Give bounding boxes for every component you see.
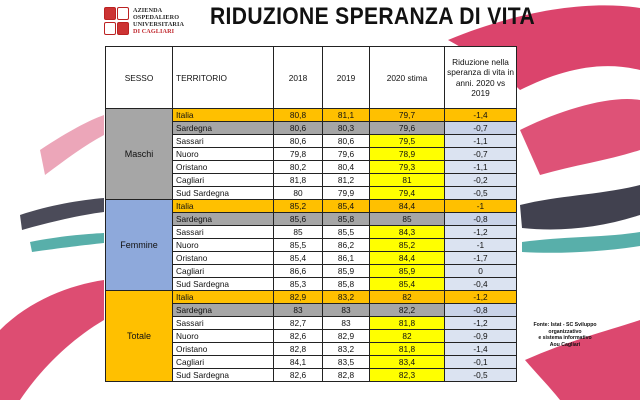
territorio-cell: Nuoro	[173, 330, 274, 343]
territorio-cell: Italia	[173, 200, 274, 213]
value-2020-cell: 85,9	[370, 265, 445, 278]
source-note	[525, 322, 605, 348]
value-2019-cell: 85,8	[323, 278, 370, 291]
territorio-cell: Italia	[173, 109, 274, 122]
value-2019-cell: 83	[323, 317, 370, 330]
source-line-3: e sistema informativo	[538, 335, 592, 342]
riduzione-cell: -1,1	[445, 135, 517, 148]
value-2020-cell: 84,4	[370, 252, 445, 265]
page-title: RIDUZIONE SPERANZA DI VITA	[210, 3, 536, 30]
pink-brush-stroke-left	[0, 280, 104, 400]
table-body	[106, 109, 517, 382]
value-2020-cell: 84,3	[370, 226, 445, 239]
value-2019-cell: 83,2	[323, 291, 370, 304]
dark-brush-stroke-right	[520, 185, 640, 229]
source-line-1: Fonte: Istat - SC Sviluppo	[533, 322, 597, 328]
header-2020-stima: 2020 stima	[370, 47, 445, 109]
territorio-cell: Sud Sardegna	[173, 369, 274, 382]
value-2018-cell: 79,8	[274, 148, 323, 161]
territorio-cell: Sardegna	[173, 122, 274, 135]
table-row	[106, 109, 517, 122]
value-2018-cell: 82,7	[274, 317, 323, 330]
value-2020-cell: 79,4	[370, 187, 445, 200]
riduzione-cell: -1,2	[445, 226, 517, 239]
territorio-cell: Cagliari	[173, 174, 274, 187]
riduzione-cell: -0,5	[445, 369, 517, 382]
value-2018-cell: 83	[274, 304, 323, 317]
header-riduzione: Riduzione nella speranza di vita in anni. 2020 vs 2019	[445, 47, 517, 109]
value-2018-cell: 85,3	[274, 278, 323, 291]
riduzione-cell: -1,4	[445, 109, 517, 122]
value-2018-cell: 80	[274, 187, 323, 200]
value-2018-cell: 82,6	[274, 369, 323, 382]
riduzione-cell: -0,7	[445, 122, 517, 135]
value-2020-cell: 79,3	[370, 161, 445, 174]
table-header-row	[106, 47, 517, 109]
riduzione-cell: -1,2	[445, 291, 517, 304]
value-2018-cell: 85,4	[274, 252, 323, 265]
value-2019-cell: 83	[323, 304, 370, 317]
riduzione-cell: -0,8	[445, 304, 517, 317]
logo-line-1: AZIENDA	[133, 7, 163, 14]
riduzione-cell: -0,5	[445, 187, 517, 200]
value-2019-cell: 82,8	[323, 369, 370, 382]
value-2019-cell: 82,9	[323, 330, 370, 343]
riduzione-cell: -0,1	[445, 356, 517, 369]
value-2020-cell: 83,4	[370, 356, 445, 369]
territorio-cell: Sassari	[173, 135, 274, 148]
territorio-cell: Sud Sardegna	[173, 187, 274, 200]
table-row	[106, 291, 517, 304]
logo-line-2: OSPEDALIERO	[133, 14, 180, 21]
value-2020-cell: 85,4	[370, 278, 445, 291]
territorio-cell: Nuoro	[173, 239, 274, 252]
value-2018-cell: 80,8	[274, 109, 323, 122]
value-2018-cell: 82,8	[274, 343, 323, 356]
value-2019-cell: 85,8	[323, 213, 370, 226]
group-label: Femmine	[106, 200, 173, 291]
territorio-cell: Cagliari	[173, 356, 274, 369]
value-2018-cell: 85,6	[274, 213, 323, 226]
value-2019-cell: 81,1	[323, 109, 370, 122]
group-label: Totale	[106, 291, 173, 382]
value-2019-cell: 85,5	[323, 226, 370, 239]
riduzione-cell: -1,4	[445, 343, 517, 356]
territorio-cell: Oristano	[173, 252, 274, 265]
riduzione-cell: -1,7	[445, 252, 517, 265]
value-2019-cell: 86,1	[323, 252, 370, 265]
dark-brush-stroke-left	[20, 198, 104, 230]
value-2018-cell: 82,6	[274, 330, 323, 343]
territorio-cell: Sassari	[173, 317, 274, 330]
riduzione-cell: -1	[445, 200, 517, 213]
value-2019-cell: 83,2	[323, 343, 370, 356]
value-2018-cell: 85,5	[274, 239, 323, 252]
header-territorio: TERRITORIO	[173, 47, 274, 109]
territorio-cell: Italia	[173, 291, 274, 304]
pink-brush-stroke-upper-left	[40, 115, 104, 175]
hospital-name	[133, 7, 184, 35]
table-row	[106, 200, 517, 213]
riduzione-cell: -1,1	[445, 161, 517, 174]
value-2019-cell: 86,2	[323, 239, 370, 252]
territorio-cell: Sardegna	[173, 213, 274, 226]
value-2019-cell: 80,3	[323, 122, 370, 135]
pink-brush-stroke-right	[520, 99, 640, 175]
life-expectancy-table	[105, 46, 517, 382]
teal-brush-stroke-left	[30, 233, 104, 252]
value-2019-cell: 80,6	[323, 135, 370, 148]
riduzione-cell: -0,4	[445, 278, 517, 291]
value-2020-cell: 82,3	[370, 369, 445, 382]
value-2020-cell: 81,8	[370, 343, 445, 356]
riduzione-cell: -1	[445, 239, 517, 252]
value-2020-cell: 79,6	[370, 122, 445, 135]
riduzione-cell: -1,2	[445, 317, 517, 330]
value-2020-cell: 81	[370, 174, 445, 187]
logo-line-3: UNIVERSITARIA	[133, 21, 185, 28]
value-2020-cell: 79,7	[370, 109, 445, 122]
logo-line-4: DI CAGLIARI	[133, 28, 175, 35]
header-2019: 2019	[323, 47, 370, 109]
territorio-cell: Nuoro	[173, 148, 274, 161]
value-2019-cell: 81,2	[323, 174, 370, 187]
value-2019-cell: 83,5	[323, 356, 370, 369]
value-2020-cell: 78,9	[370, 148, 445, 161]
territorio-cell: Oristano	[173, 161, 274, 174]
territorio-cell: Sud Sardegna	[173, 278, 274, 291]
source-line-2: organizzativo	[548, 328, 582, 335]
value-2019-cell: 85,9	[323, 265, 370, 278]
riduzione-cell: 0	[445, 265, 517, 278]
value-2018-cell: 85	[274, 226, 323, 239]
value-2019-cell: 79,6	[323, 148, 370, 161]
value-2019-cell: 80,4	[323, 161, 370, 174]
value-2018-cell: 84,1	[274, 356, 323, 369]
header-2018: 2018	[274, 47, 323, 109]
header-sesso: SESSO	[106, 47, 173, 109]
value-2018-cell: 82,9	[274, 291, 323, 304]
value-2020-cell: 81,8	[370, 317, 445, 330]
territorio-cell: Sardegna	[173, 304, 274, 317]
value-2018-cell: 80,2	[274, 161, 323, 174]
value-2018-cell: 85,2	[274, 200, 323, 213]
territorio-cell: Cagliari	[173, 265, 274, 278]
value-2020-cell: 84,4	[370, 200, 445, 213]
value-2020-cell: 85,2	[370, 239, 445, 252]
riduzione-cell: -0,9	[445, 330, 517, 343]
hospital-logo	[104, 7, 184, 35]
value-2019-cell: 79,9	[323, 187, 370, 200]
riduzione-cell: -0,8	[445, 213, 517, 226]
riduzione-cell: -0,7	[445, 148, 517, 161]
value-2019-cell: 85,4	[323, 200, 370, 213]
value-2020-cell: 82	[370, 330, 445, 343]
teal-brush-stroke-right	[522, 232, 640, 253]
source-line-4: Aou Cagliari	[549, 341, 581, 348]
value-2018-cell: 80,6	[274, 135, 323, 148]
territorio-cell: Oristano	[173, 343, 274, 356]
value-2018-cell: 86,6	[274, 265, 323, 278]
value-2020-cell: 82	[370, 291, 445, 304]
value-2020-cell: 85	[370, 213, 445, 226]
value-2020-cell: 79,5	[370, 135, 445, 148]
hospital-crest-icon	[104, 7, 130, 35]
value-2020-cell: 82,2	[370, 304, 445, 317]
group-label: Maschi	[106, 109, 173, 200]
value-2018-cell: 81,8	[274, 174, 323, 187]
territorio-cell: Sassari	[173, 226, 274, 239]
riduzione-cell: -0,2	[445, 174, 517, 187]
value-2018-cell: 80,6	[274, 122, 323, 135]
